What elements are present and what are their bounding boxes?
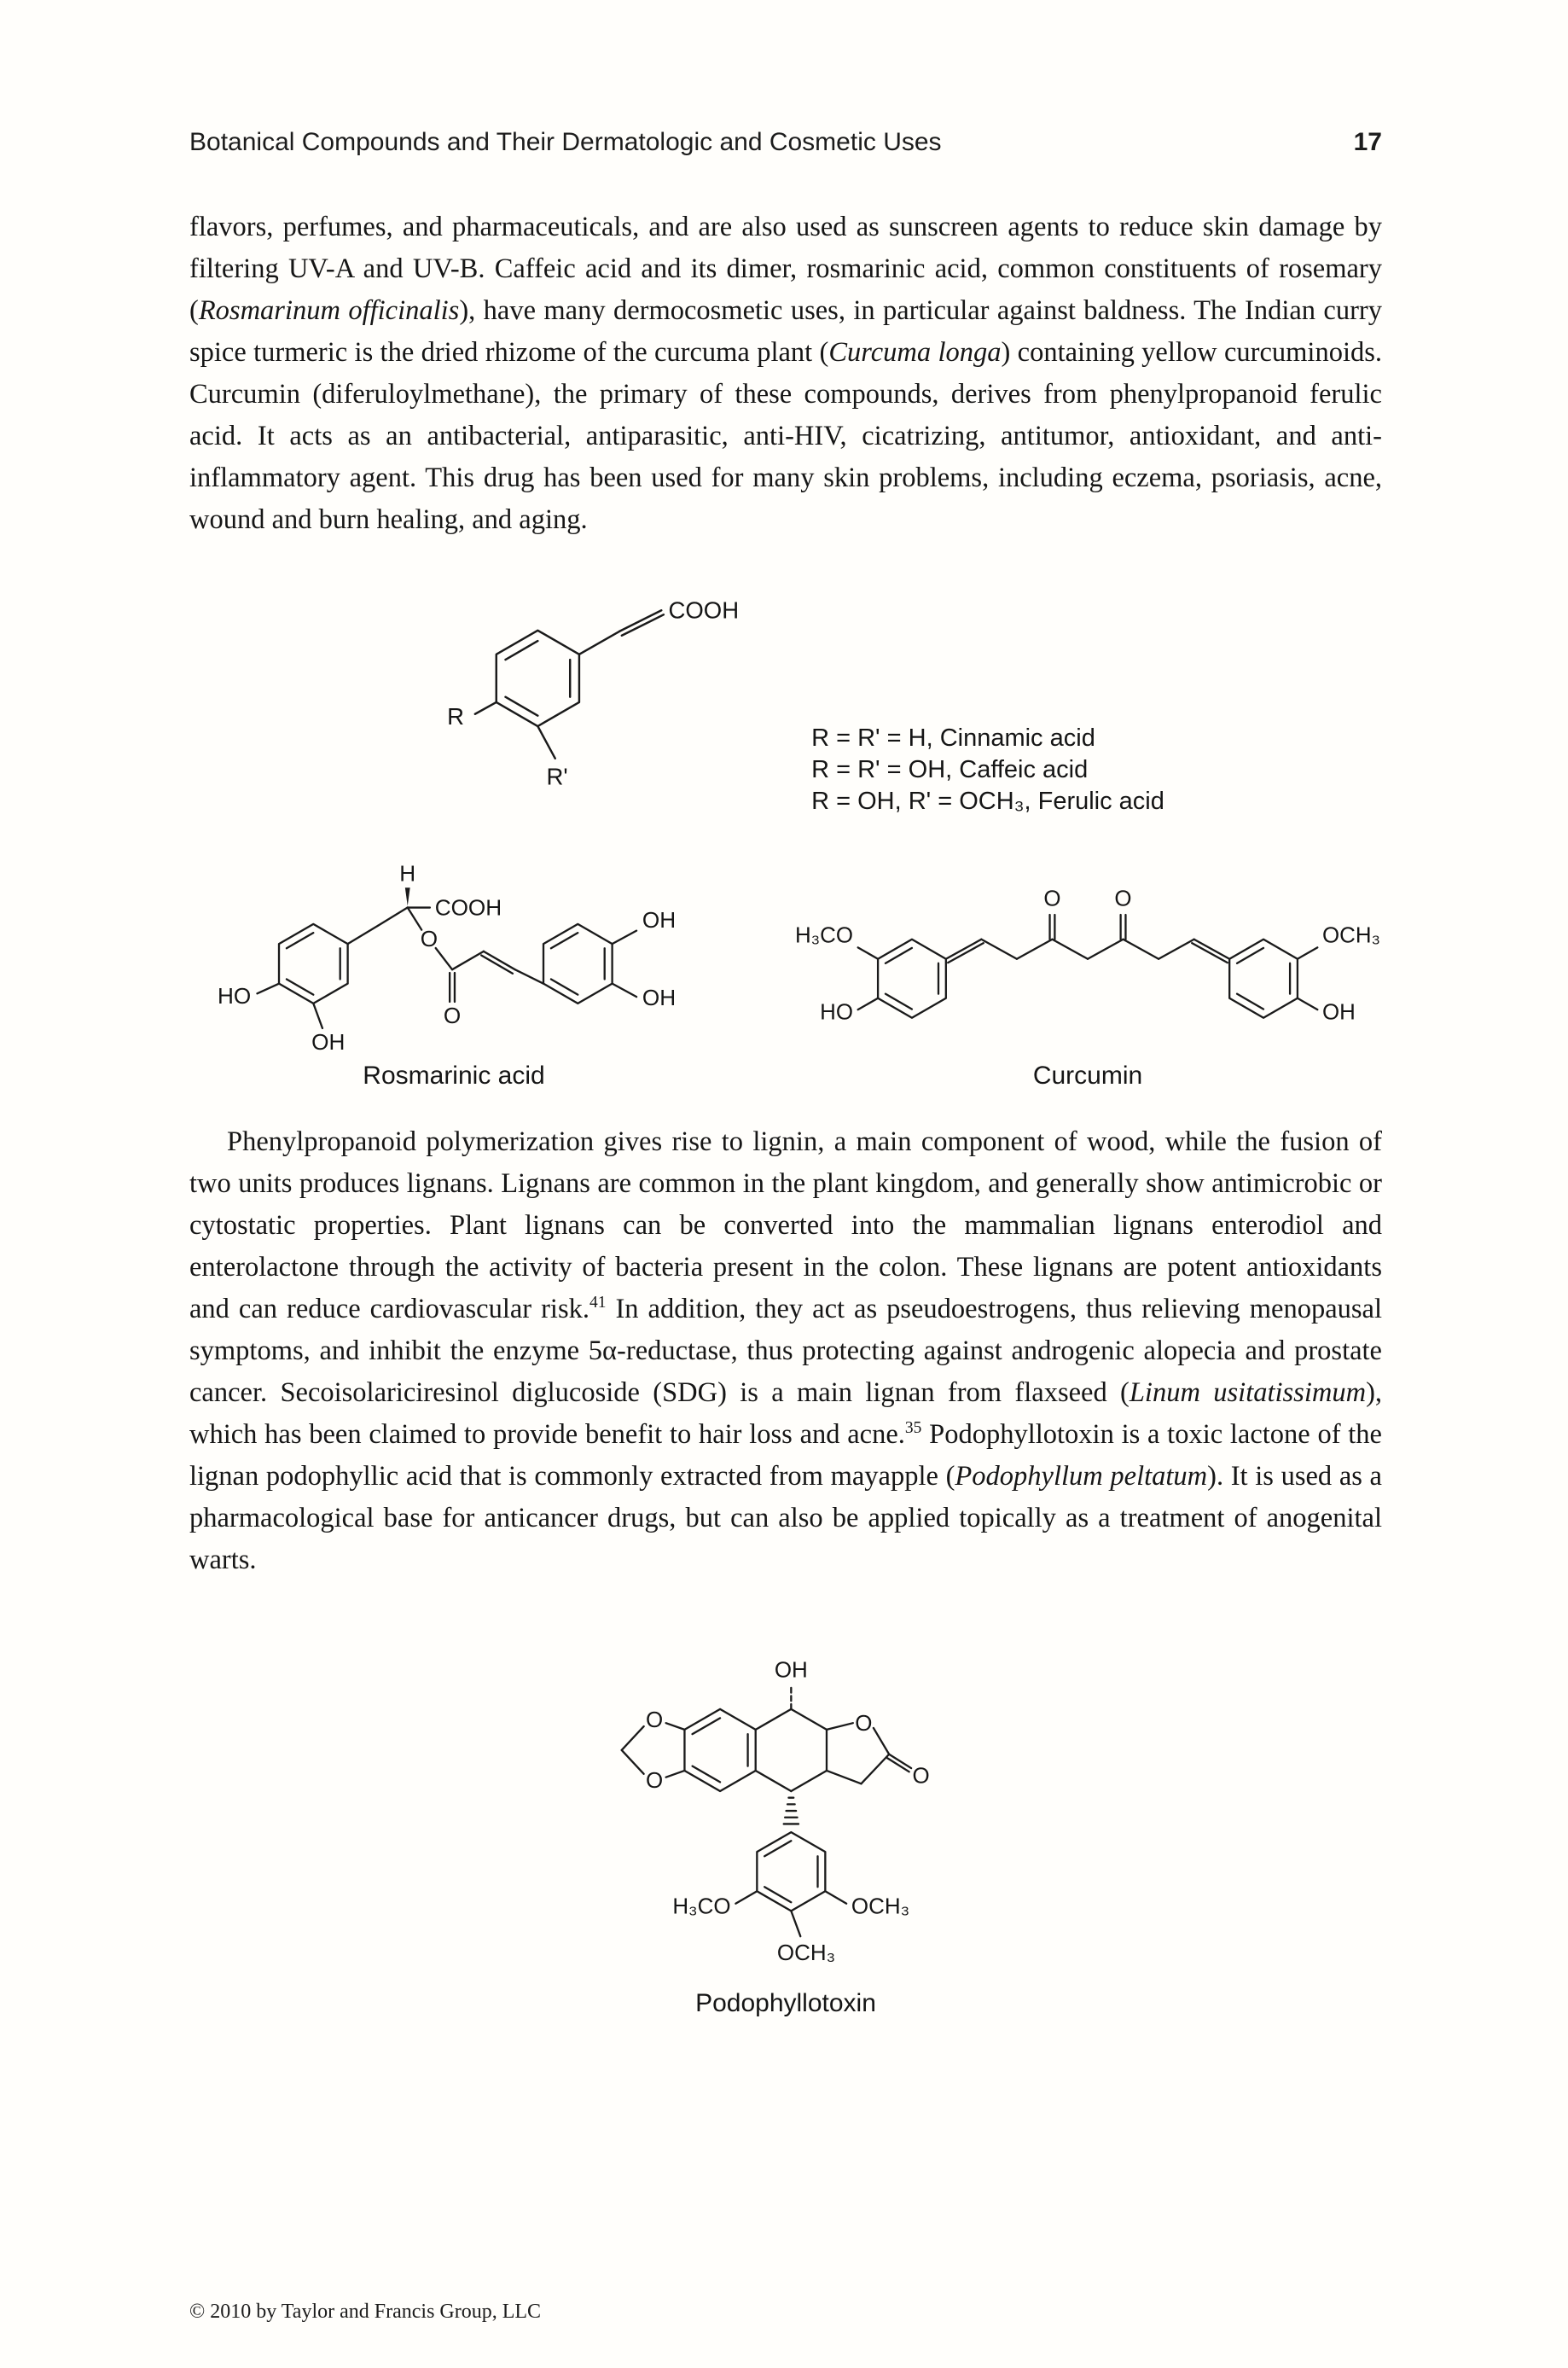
running-head-title: Botanical Compounds and Their Dermatologic and Cosmetic Uses <box>189 128 942 156</box>
atom-label-oh: OH <box>1322 1000 1356 1025</box>
atom-label-h3co: H₃CO <box>794 923 853 948</box>
paragraph-1: flavors, perfumes, and pharmaceuticals, and are also used as sunscreen agents to reduce skin damage by filtering UV-A and UV-B. Caffeic acid and its dimer, rosmarinic acid, common constituents of rosemary (Rosmarinum officinalis), have many dermocosmetic uses, in particular against baldness. The Indian curry spice turmeric is the dried rhizome of the curcuma plant (Curcuma longa) containing yellow curcuminoids. Curcumin (diferuloylmethane), the primary of these compounds, derives from phenylpropanoid ferulic acid. It acts as an antibacterial, antiparasitic, anti-HIV, cicatrizing, antitumor, antioxidant, and anti-inflammatory agent. This drug has been used for many skin problems, including eczema, psoriasis, acne, wound and burn healing, and aging. <box>189 212 1382 535</box>
figure-rosmarinic-acid <box>189 840 718 1091</box>
figure-cinnamic-acid <box>189 556 1382 817</box>
atom-label-cooh: COOH <box>434 894 502 921</box>
legend-line-cinnamic: R = R' = H, Cinnamic acid <box>811 724 1095 752</box>
atom-label-r: R <box>447 702 465 730</box>
figure-row <box>189 840 1382 1091</box>
caption-podophyllotoxin: Podophyllotoxin <box>695 1989 876 2017</box>
atom-label-oh-top-right: OH <box>642 906 677 933</box>
atom-label-r-prime: R' <box>546 763 568 790</box>
atom-label-o-keto: O <box>443 1003 462 1029</box>
podophyllotoxin-structure <box>572 1598 999 1984</box>
paragraph-2: Phenylpropanoid polymerization gives rise to lignin, a main component of wood, while the fusion of two units produces lignans. Lignans are common in the plant kingdom, and generally show antimicrobic or cytostatic properties. Plant lignans can be converted into the mammalian lignans enterodiol and enterolactone through the activity of bacteria present in the colon. These lignans are potent antioxidants and can reduce cardiovascular risk.$^{41}$ In addition, they act as pseudoestrogens, thus relieving menopausal symptoms, and inhibit the enzyme 5α-reductase, thus protecting against androgenic alopecia and prostate cancer. Secoisolariciresinol diglucoside (SDG) is a main lignan from flaxseed (Linum usitatissimum), which has been claimed to provide benefit to hair loss and acne.$^{35}$ Podophyllotoxin is a toxic lactone of the lignan podophyllic acid that is commonly extracted from mayapple (Podophyllum peltatum). It is used as a pharmacological base for anticancer drugs, but can also be applied topically as a treatment of anogenital warts. <box>189 1126 1383 1575</box>
atom-label-o-right: O <box>1114 887 1132 911</box>
atom-label-o-dioxole-bottom: O <box>646 1767 664 1794</box>
atom-label-oh: OH <box>774 1656 808 1683</box>
caption-rosmarinic-acid: Rosmarinic acid <box>363 1062 545 1090</box>
running-head <box>189 126 1382 159</box>
figure-curcumin <box>793 852 1382 1091</box>
atom-label-o-lactone-keto: O <box>912 1762 930 1789</box>
rosmarinic-acid-structure <box>189 840 718 1056</box>
atom-label-oh-bottom-right: OH <box>642 984 677 1010</box>
atom-label-och3: OCH₃ <box>1322 923 1381 948</box>
atom-label-o-left: O <box>1043 887 1061 911</box>
atom-label-o-dioxole-top: O <box>646 1707 664 1732</box>
atom-label-och3-right: OCH₃ <box>851 1893 910 1919</box>
atom-label-cooh: COOH <box>668 596 740 624</box>
cinnamic-acid-structure <box>407 556 808 809</box>
atom-label-h: H <box>399 860 416 887</box>
legend-line-caffeic: R = R' = OH, Caffeic acid <box>811 756 1089 783</box>
atom-label-h3co: H₃CO <box>672 1893 731 1919</box>
atom-label-ho: HO <box>217 982 252 1009</box>
atom-label-o-ester: O <box>420 926 438 952</box>
atom-label-oh-bottom: OH <box>311 1029 346 1056</box>
caption-curcumin: Curcumin <box>1032 1062 1143 1090</box>
atom-label-o-lactone-ring: O <box>855 1709 873 1736</box>
figure-podophyllotoxin <box>189 1598 1382 2018</box>
legend-line-ferulic: R = OH, R' = OCH₃, Ferulic acid <box>811 788 1164 815</box>
copyright-footer: © 2010 by Taylor and Francis Group, LLC <box>189 2301 542 2323</box>
atom-label-ho: HO <box>820 1000 853 1025</box>
curcumin-structure <box>793 852 1382 1056</box>
page-number: 17 <box>1353 128 1382 156</box>
figure-legend <box>811 723 1164 817</box>
atom-label-och3-bottom: OCH₃ <box>776 1940 836 1966</box>
